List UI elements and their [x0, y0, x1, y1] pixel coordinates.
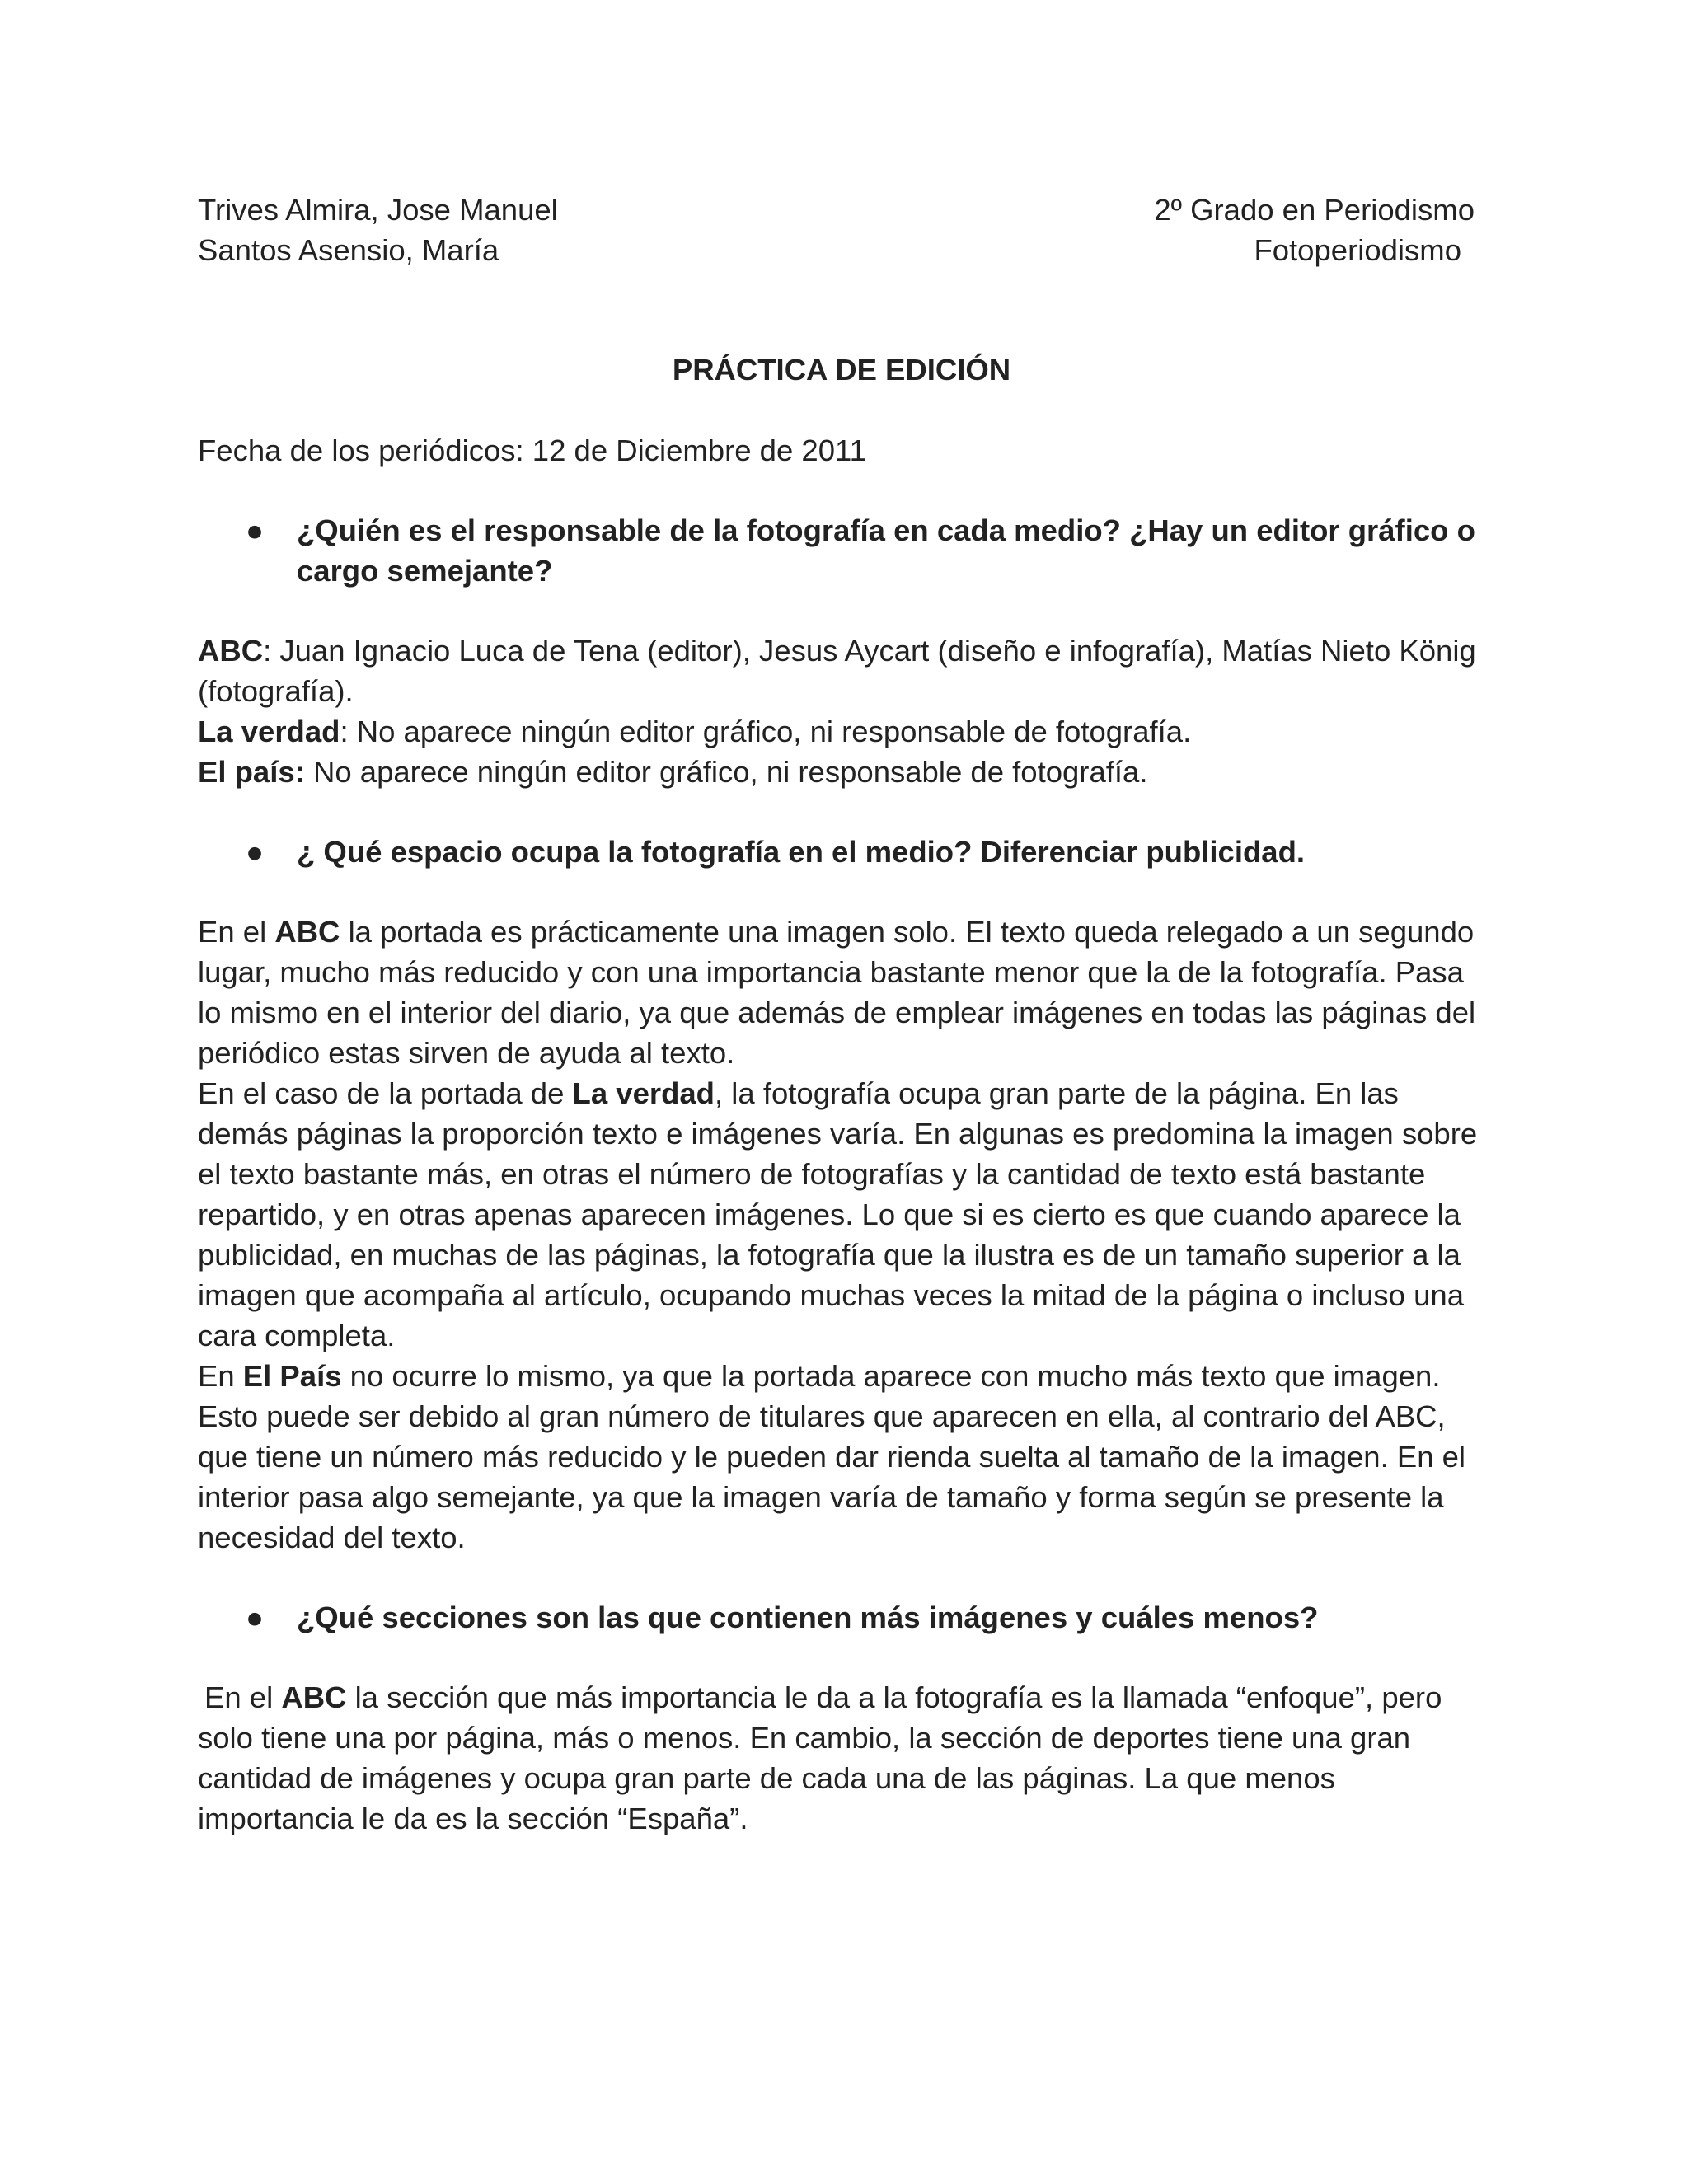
text-run: En el	[198, 915, 275, 949]
text-run: En el	[204, 1680, 282, 1714]
question-1	[198, 510, 1500, 591]
text-run: no ocurre lo mismo, ya que la portada aparece con mucho más texto que imagen. Esto puede ser debido al gran número de titulares que aparecen en ella, al contrario del ABC, que tiene un número más reducido y le pueden dar rienda suelta al tamaño de la imagen. En el interior pasa algo semejante, ya que la imagen varía de tamaño y forma según se presente la necesidad del texto.	[198, 1359, 1466, 1554]
author-1: Trives Almira, Jose Manuel	[198, 193, 558, 227]
bullet-icon: ●	[246, 1601, 265, 1634]
answer-1-pais	[198, 752, 1492, 792]
question-3-text: ¿Qué secciones son las que contienen más imágenes y cuáles menos?	[297, 1601, 1319, 1634]
abc-label: ABC	[198, 634, 264, 668]
pais-label: El País	[242, 1359, 342, 1393]
verdad-text: : No aparece ningún editor gráfico, ni responsable de fotografía.	[340, 715, 1192, 748]
date-line: Fecha de los periódicos: 12 de Diciembre de 2011	[198, 434, 866, 467]
subject-label: Fotoperiodismo	[1254, 233, 1461, 267]
document-title: PRÁCTICA DE EDICIÓN	[672, 353, 1011, 387]
answer-3-paragraph-1	[198, 1677, 1492, 1839]
answer-2	[198, 912, 1492, 1558]
pais-label: El país:	[198, 755, 305, 789]
abc-label: ABC	[281, 1680, 347, 1714]
answer-1-abc	[198, 630, 1492, 711]
question-2-text: ¿ Qué espacio ocupa la fotografía en el medio? Diferenciar publicidad.	[297, 835, 1305, 869]
header-row-2	[198, 230, 1517, 270]
bullet-icon: ●	[246, 513, 265, 547]
answer-3	[198, 1677, 1492, 1839]
verdad-label: La verdad	[572, 1076, 715, 1110]
abc-label: ABC	[274, 915, 340, 949]
degree-label: 2º Grado en Periodismo	[1154, 193, 1475, 227]
abc-text: : Juan Ignacio Luca de Tena (editor), Jesus Aycart (diseño e infografía), Matías Nieto König (fotografía).	[198, 634, 1476, 708]
question-3	[198, 1597, 1500, 1638]
header-row-1	[198, 190, 1517, 230]
verdad-label: La verdad	[198, 715, 340, 748]
text-run: En el caso de la portada de	[198, 1076, 573, 1110]
text-run: la sección que más importancia le da a la fotografía es la llamada “enfoque”, pero solo tiene una por página, más o menos. En cambio, la sección de deportes tiene una gran cantidad de imágenes y ocupa gran parte de cada una de las páginas. La que menos importancia le da es la sección “España”.	[198, 1680, 1442, 1835]
question-1-text: ¿Quién es el responsable de la fotografía en cada medio? ¿Hay un editor gráfico o cargo semejante?	[297, 513, 1475, 588]
pais-text: No aparece ningún editor gráfico, ni responsable de fotografía.	[304, 755, 1148, 789]
text-run: la portada es prácticamente una imagen solo. El texto queda relegado a un segundo lugar, mucho más reducido y con una importancia bastante menor que la de la fotografía. Pasa lo mismo en el interior del diario, ya que además de emplear imágenes en todas las páginas del periódico estas sirven de ayuda al texto.	[198, 915, 1476, 1070]
answer-2-paragraph-3	[198, 1356, 1492, 1558]
author-2: Santos Asensio, María	[198, 233, 499, 267]
answer-2-paragraph-2	[198, 1073, 1492, 1356]
document-page	[198, 190, 1517, 1839]
question-2	[198, 832, 1500, 872]
text-run: En	[198, 1359, 243, 1393]
bullet-icon: ●	[246, 835, 265, 869]
answer-1	[198, 630, 1492, 792]
answer-2-paragraph-1	[198, 912, 1492, 1073]
answer-1-verdad	[198, 711, 1492, 752]
text-run: , la fotografía ocupa gran parte de la página. En las demás páginas la proporción texto e imágenes varía. En algunas es predomina la imagen sobre el texto bastante más, en otras el número de fotografías y la cantidad de texto está bastante repartido, y en otras apenas aparecen imágenes. Lo que si es cierto es que cuando aparece la publicidad, en muchas de las páginas, la fotografía que la ilustra es de un tamaño superior a la imagen que acompaña al artículo, ocupando muchas veces la mitad de la página o incluso una cara completa.	[198, 1076, 1478, 1352]
